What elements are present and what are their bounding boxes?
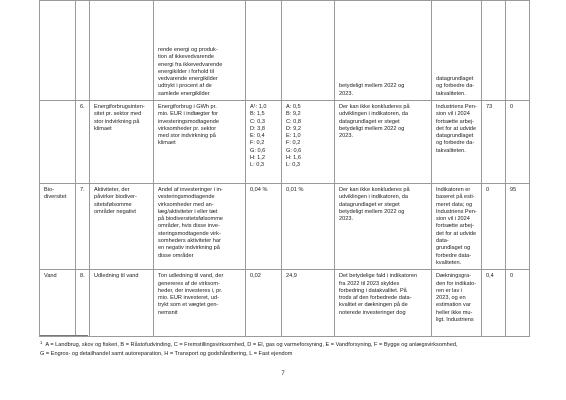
row-number-cell	[76, 1, 90, 101]
row-number-cell: 7.	[76, 184, 90, 270]
comment-cell: betydeligt mellem 2022 og 2023.	[335, 1, 432, 101]
value-2022-cell: A¹: 1,0 B: 1,5 C: 0,3 D: 3,8 E: 0,4 F: 0,2 G: 0,6 H: 1,2 L: 0,3	[246, 101, 282, 184]
action-cell: Indikatoren er baseret på esti- meret data; og Industriens Pen- sion vil i 2024 fortsætte arbej- det for at udvide data- grundlaget og forbedre data- kvaliteten.	[432, 184, 482, 270]
footnote-line-1	[40, 339, 540, 350]
value-2023-cell	[282, 1, 335, 101]
target-cell	[506, 1, 530, 101]
comment-cell: Der kan ikke konkluderes på udviklingen i indikatoren, da datagrundlaget er steget betydeligt mellem 2022 og 2023.	[335, 184, 432, 270]
action-cell: datagrundlaget og forbedre da- takvaliteten.	[432, 1, 482, 101]
table-row	[40, 1, 530, 101]
row-number-cell: 8.	[76, 270, 90, 337]
coverage-cell	[482, 1, 506, 101]
action-cell: Dækningsgra- den for indikato- ren er lav i 2023, og en estimation var heller ikke mu- ligt. Industriens	[432, 270, 482, 337]
action-cell: Industriens Pen- sion vil i 2024 fortsætte arbej- det for at udvide datagrundlaget og forbedre da- takvaliteten.	[432, 101, 482, 184]
table-row	[40, 101, 530, 184]
category-cell: Vand	[40, 270, 76, 337]
value-2023-cell: 0,01 %	[282, 184, 335, 270]
footnote-line-2: G = Engros- og detailhandel samt autoreparation, H = Transport og godshåndtering, L = Fast ejendom	[40, 350, 293, 357]
category-cell	[40, 1, 76, 101]
footnote	[40, 339, 540, 358]
indicator-cell: Udledning til vand	[90, 270, 154, 337]
definition-cell: Energiforbrug i GWh pr. mio. EUR i indtægter for investeringsmodtagende virksomheder pr. sektor med stor indvirkning på klimaet	[154, 101, 246, 184]
target-cell: 0	[506, 101, 530, 184]
coverage-cell: 0,4	[482, 270, 506, 337]
definition-cell: Andel af investeringer i in- vesteringsmodtagende virksomheder med an- læg/aktiviteter i eller tæt på biodiversitetsfølsomme områder, hvis disse inve- steringsmodtagende virk- somheders aktiviteter har en negativ indvirkning på disse områder	[154, 184, 246, 270]
category-cell: Bio- diversitet	[40, 184, 76, 270]
footnote-marker: 1	[40, 340, 43, 345]
footnote-divider	[40, 335, 88, 336]
pai-indicator-table	[39, 0, 530, 337]
value-2022-cell: 0,02	[246, 270, 282, 337]
value-2023-cell: 24,9	[282, 270, 335, 337]
page-number: 7	[281, 371, 285, 377]
value-2022-cell	[246, 1, 282, 101]
value-2022-cell: 0,04 %	[246, 184, 282, 270]
definition-cell: rende energi og produk- tion af ikkevedvarende energi fra ikkevedvarende energikilder i forhold til vedvarende energikilder udtrykt i procent af de samlede energikilder	[154, 1, 246, 101]
table-row	[40, 270, 530, 337]
indicator-cell: Energiforbrugsinten- sitet pr. sektor med stor indvirkning på klimaet	[90, 101, 154, 184]
indicator-cell	[90, 1, 154, 101]
table-row	[40, 184, 530, 270]
target-cell: 0	[506, 270, 530, 337]
indicator-cell: Aktiviteter, der påvirker biodiver- sitetsfølsomme områder negativt	[90, 184, 154, 270]
value-2023-cell: A: 0,5 B: 9,2 C: 0,8 D: 9,2 E: 1,0 F: 0,2 G: 0,6 H: 1,6 L: 0,3	[282, 101, 335, 184]
target-cell: 95	[506, 184, 530, 270]
coverage-cell: 0	[482, 184, 506, 270]
footnote-text-1: A = Landbrug, skov og fiskeri, B = Råstofudvinding, C = Fremstillingsvirksomhed, D = El, gas og varmeforsyning, E = Vandforsyning, F = Bygge og anlægsvirksomhed,	[45, 342, 458, 348]
coverage-cell: 73	[482, 101, 506, 184]
comment-cell: Det betydelige fald i indikatoren fra 2022 til 2023 skyldes forbedring i datakvalitet. På trods af den forbedrede data- kvalitet er dækningen på de noterede investeringer dog	[335, 270, 432, 337]
definition-cell: Ton udledning til vand, der genereres af de virksom- heder, der investeres i, pr. mio. EUR investeret, ud- trykt som et vægtet gen- nemsnit	[154, 270, 246, 337]
comment-cell: Der kan ikke konkluderes på udviklingen i indikatoren, da datagrundlaget er steget betydeligt mellem 2022 og 2023.	[335, 101, 432, 184]
row-number-cell: 6.	[76, 101, 90, 184]
category-cell	[40, 101, 76, 184]
